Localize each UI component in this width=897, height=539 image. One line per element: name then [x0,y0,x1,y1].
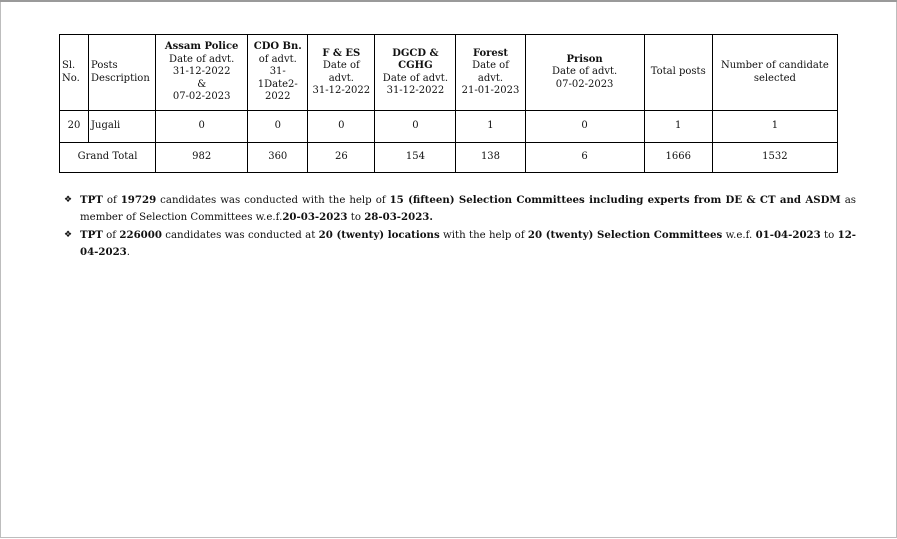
cell-post: Jugali [89,111,156,143]
grand-total-total-posts: 1666 [644,143,712,173]
header-dgcd-cghg [375,35,456,111]
cell-assam-police: 0 [156,111,248,143]
note-text: to [347,212,365,223]
note-text: TPT [80,194,103,206]
note-text: as member of Selection Committees w.e.f. [80,195,857,223]
note-text: . [126,247,131,258]
header-assam-police-line: & [197,78,207,90]
header-candidates-selected: Number of candidate selected [712,35,837,111]
header-f-es-title: F & ES [322,47,361,59]
header-cdo-bn-line: of advt. [258,53,297,65]
grand-total-label: Grand Total [60,143,156,173]
header-f-es [308,35,375,111]
note-text: with the help of [439,230,528,241]
header-cdo-bn-line: 31- [269,66,286,78]
note-text: 19729 [120,194,157,206]
cell-f-es: 0 [308,111,375,143]
header-assam-police [156,35,248,111]
note-text: 20-03-2023 [282,211,348,223]
grand-total-dgcd-cghg: 154 [375,143,456,173]
header-dgcd-title-line1: DGCD & [392,47,439,59]
grand-total-cdo-bn: 360 [248,143,308,173]
header-dgcd-line: 31-12-2022 [386,85,445,96]
note-text: w.e.f. [722,230,756,241]
note-text: to [820,230,838,241]
note-text: 20 (twenty) locations [318,229,440,241]
header-cdo-bn [248,35,308,111]
cell-selected: 1 [712,111,837,143]
diamond-bullet-icon: ❖ [64,195,73,205]
note-item [62,192,856,226]
recruitment-summary-table [59,34,838,173]
header-total-posts: Total posts [644,35,712,111]
header-f-es-line: 31-12-2022 [312,85,371,96]
grand-total-assam-police: 982 [156,143,248,173]
note-text: 226000 [119,229,162,241]
cell-prison: 0 [525,111,644,143]
header-prison-line: 07-02-2023 [555,78,614,90]
header-dgcd-title-line2: CGHG [398,60,433,71]
cell-total-posts: 1 [644,111,712,143]
note-text: TPT [80,229,103,241]
grand-total-selected: 1532 [712,143,837,173]
note-text: of [102,195,121,206]
header-assam-police-title: Assam Police [164,41,239,53]
grand-total-prison: 6 [525,143,644,173]
cell-forest: 1 [456,111,525,143]
header-cdo-bn-line: 2022 [265,91,291,103]
table-header-row [60,35,838,111]
header-forest-line: Date of advt. [472,60,509,84]
note-text: 20 (twenty) Selection Committees [527,229,723,241]
note-text: 28-03-2023. [364,211,433,223]
notes-list [62,192,856,262]
header-forest-line: 21-01-2023 [461,85,520,96]
note-item [62,227,856,261]
cell-sl-no: 20 [60,111,89,143]
header-dgcd-line: Date of advt. [382,72,449,84]
header-prison-title: Prison [566,53,603,65]
cell-cdo-bn: 0 [248,111,308,143]
header-prison [525,35,644,111]
grand-total-forest: 138 [456,143,525,173]
header-cdo-bn-line: 1Date2- [257,78,298,90]
note-text: candidates was conducted at [161,230,319,241]
header-posts-description: Posts Description [89,35,156,111]
grand-total-f-es: 26 [308,143,375,173]
header-f-es-line: Date of advt. [322,60,360,84]
header-sl-no: Sl. No. [60,35,89,111]
note-text: candidates was conducted with the help of [156,195,390,206]
header-assam-police-line: 31-12-2022 [172,66,231,78]
header-assam-police-line: 07-02-2023 [172,91,231,103]
header-prison-line: Date of advt. [551,66,618,78]
header-forest-title: Forest [472,47,509,59]
note-text: of [102,230,120,241]
diamond-bullet-icon: ❖ [64,230,73,240]
note-text: 01-04-2023 [755,229,821,241]
note-text: 12-04-2023 [80,229,857,258]
note-text: 15 (fifteen) Selection Committees including experts from DE & CT and ASDM [389,194,841,206]
table-row [60,111,838,143]
grand-total-row [60,143,838,173]
header-cdo-bn-title: CDO Bn. [253,41,302,53]
page-top-border [0,0,897,2]
header-forest [456,35,525,111]
header-assam-police-line: Date of advt. [169,53,235,65]
cell-dgcd-cghg: 0 [375,111,456,143]
